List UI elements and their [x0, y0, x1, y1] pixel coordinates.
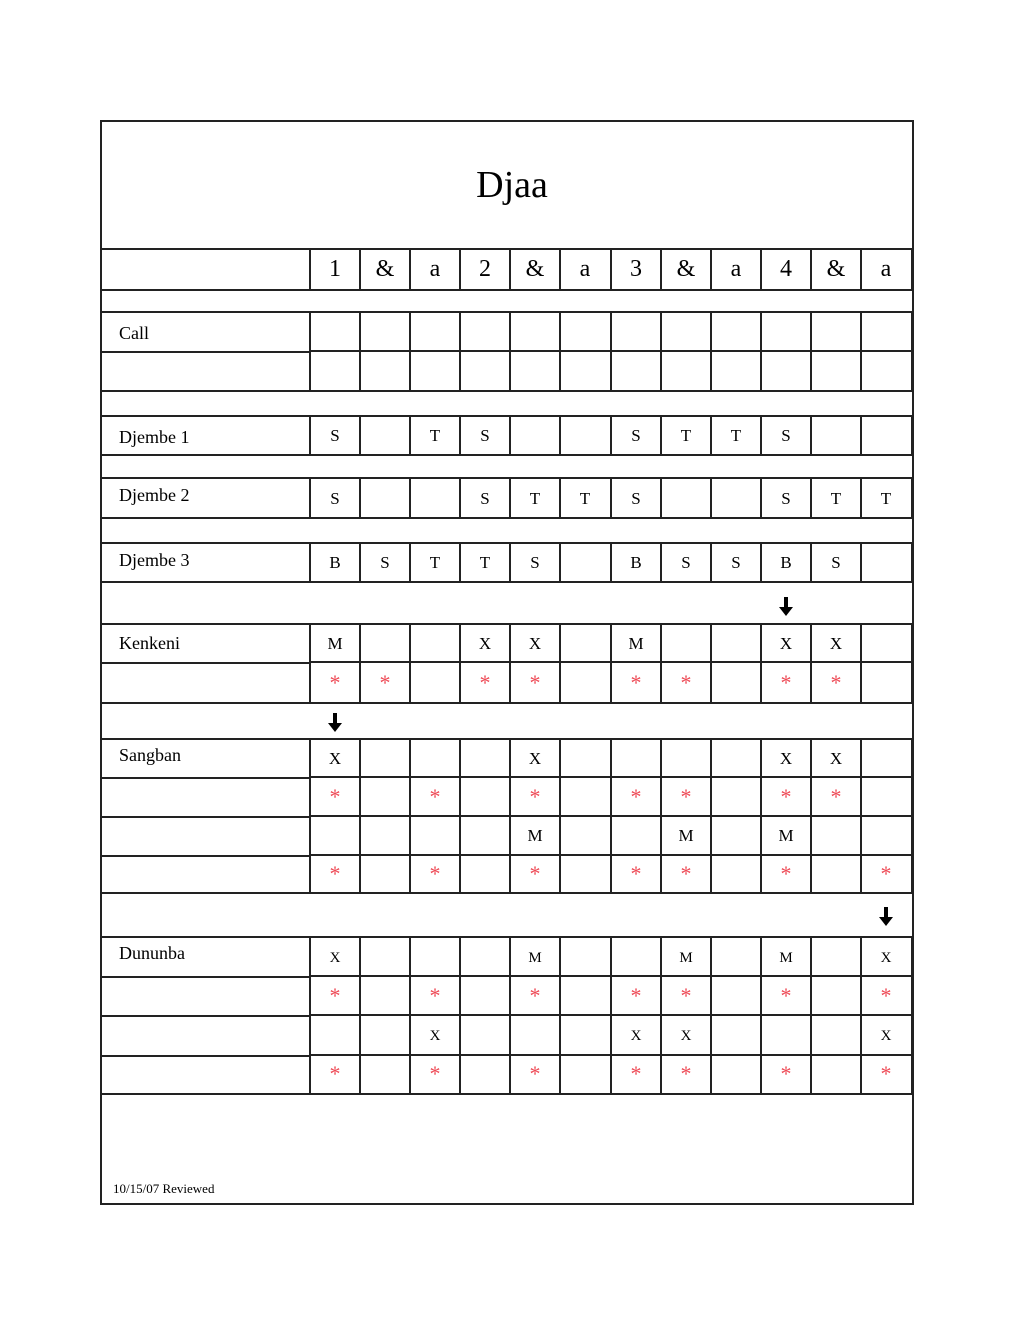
beat-header-cell: &	[676, 256, 696, 282]
stroke-cell: X	[779, 749, 793, 768]
stroke-cell: S	[631, 426, 641, 445]
beat-header-cell: a	[880, 256, 892, 282]
bell-asterisk: *	[830, 784, 842, 809]
stroke-cell: X	[328, 749, 342, 768]
label-kenkeni: Kenkeni	[119, 633, 180, 653]
stroke-cell: M	[679, 950, 693, 966]
bell-asterisk: *	[429, 983, 441, 1008]
beat-header-cell: 2	[479, 256, 491, 282]
bell-asterisk: *	[479, 670, 491, 695]
bell-asterisk: *	[780, 1061, 792, 1086]
stroke-cell: S	[480, 489, 490, 508]
beat-header-cell: a	[429, 256, 441, 282]
stroke-cell: X	[829, 634, 843, 653]
bell-asterisk: *	[680, 784, 692, 809]
stroke-cell: X	[630, 1028, 642, 1044]
stroke-cell: X	[880, 1028, 892, 1044]
label-dununba: Dununba	[119, 943, 185, 963]
beat-header-cell: 3	[630, 256, 642, 282]
bell-asterisk: *	[680, 1061, 692, 1086]
stroke-cell: S	[681, 553, 691, 572]
beat-header-cell: &	[375, 256, 395, 282]
bell-asterisk: *	[429, 1061, 441, 1086]
down-arrow-icon	[310, 712, 360, 734]
stroke-cell: S	[330, 426, 340, 445]
bell-asterisk: *	[329, 670, 341, 695]
bell-asterisk: *	[630, 784, 642, 809]
down-arrow-icon	[761, 596, 811, 618]
stroke-cell: S	[380, 553, 390, 572]
bell-asterisk: *	[630, 983, 642, 1008]
stroke-cell: S	[480, 426, 490, 445]
beat-header-cell: 4	[780, 256, 792, 282]
stroke-cell: S	[831, 553, 841, 572]
stroke-cell: X	[829, 749, 843, 768]
stroke-cell: B	[630, 553, 642, 572]
stroke-cell: M	[628, 634, 644, 653]
stroke-cell: M	[678, 826, 694, 845]
stroke-cell: M	[527, 826, 543, 845]
bell-asterisk: *	[680, 670, 692, 695]
bell-asterisk: *	[529, 670, 541, 695]
stroke-cell: M	[528, 950, 542, 966]
label-djembe-3: Djembe 3	[119, 550, 190, 570]
bell-asterisk: *	[529, 784, 541, 809]
stroke-cell: T	[730, 426, 742, 445]
beat-header-cell: a	[579, 256, 591, 282]
stroke-cell: S	[781, 426, 791, 445]
stroke-cell: S	[330, 489, 340, 508]
bell-asterisk: *	[529, 1061, 541, 1086]
bell-asterisk: *	[329, 1061, 341, 1086]
bell-asterisk: *	[880, 1061, 892, 1086]
bell-asterisk: *	[630, 670, 642, 695]
stroke-cell: X	[528, 634, 542, 653]
bell-asterisk: *	[780, 784, 792, 809]
stroke-cell: M	[778, 826, 794, 845]
stroke-cell: T	[830, 489, 842, 508]
bell-asterisk: *	[830, 670, 842, 695]
label-djembe-1: Djembe 1	[119, 427, 190, 447]
beat-header-cell: 1	[329, 256, 341, 282]
label-call: Call	[119, 323, 149, 343]
bell-asterisk: *	[429, 784, 441, 809]
label-sangban: Sangban	[119, 745, 181, 765]
stroke-cell: S	[631, 489, 641, 508]
bell-asterisk: *	[780, 861, 792, 886]
beat-header-cell: &	[525, 256, 545, 282]
stroke-cell: X	[779, 634, 793, 653]
stroke-cell: T	[579, 489, 591, 508]
beat-header-cell: a	[730, 256, 742, 282]
bell-asterisk: *	[379, 670, 391, 695]
stroke-cell: X	[528, 749, 542, 768]
footer-note: 10/15/07 Reviewed	[113, 1181, 215, 1196]
stroke-cell: X	[680, 1028, 692, 1044]
bell-asterisk: *	[630, 1061, 642, 1086]
bell-asterisk: *	[329, 861, 341, 886]
bell-asterisk: *	[880, 983, 892, 1008]
stroke-cell: M	[327, 634, 343, 653]
stroke-cell: X	[429, 1028, 441, 1044]
bell-asterisk: *	[329, 784, 341, 809]
stroke-cell: T	[429, 553, 441, 572]
bell-asterisk: *	[680, 861, 692, 886]
bell-asterisk: *	[680, 983, 692, 1008]
stroke-cell: X	[880, 950, 892, 966]
bell-asterisk: *	[329, 983, 341, 1008]
bell-asterisk: *	[529, 983, 541, 1008]
stroke-cell: T	[880, 489, 892, 508]
label-djembe-2: Djembe 2	[119, 485, 190, 505]
bell-asterisk: *	[780, 983, 792, 1008]
stroke-cell: T	[479, 553, 491, 572]
page-title: Djaa	[476, 164, 548, 206]
bell-asterisk: *	[880, 861, 892, 886]
down-arrow-icon	[861, 906, 911, 928]
stroke-cell: S	[781, 489, 791, 508]
stroke-cell: S	[530, 553, 540, 572]
stroke-cell: B	[329, 553, 341, 572]
beat-header-cell: &	[826, 256, 846, 282]
stroke-cell: S	[731, 553, 741, 572]
stroke-cell: T	[429, 426, 441, 445]
stroke-cell: T	[529, 489, 541, 508]
bell-asterisk: *	[630, 861, 642, 886]
bell-asterisk: *	[780, 670, 792, 695]
stroke-cell: X	[478, 634, 492, 653]
bell-asterisk: *	[529, 861, 541, 886]
stroke-cell: T	[680, 426, 692, 445]
stroke-cell: X	[329, 950, 341, 966]
bell-asterisk: *	[429, 861, 441, 886]
stroke-cell: B	[780, 553, 792, 572]
stroke-cell: M	[779, 950, 793, 966]
